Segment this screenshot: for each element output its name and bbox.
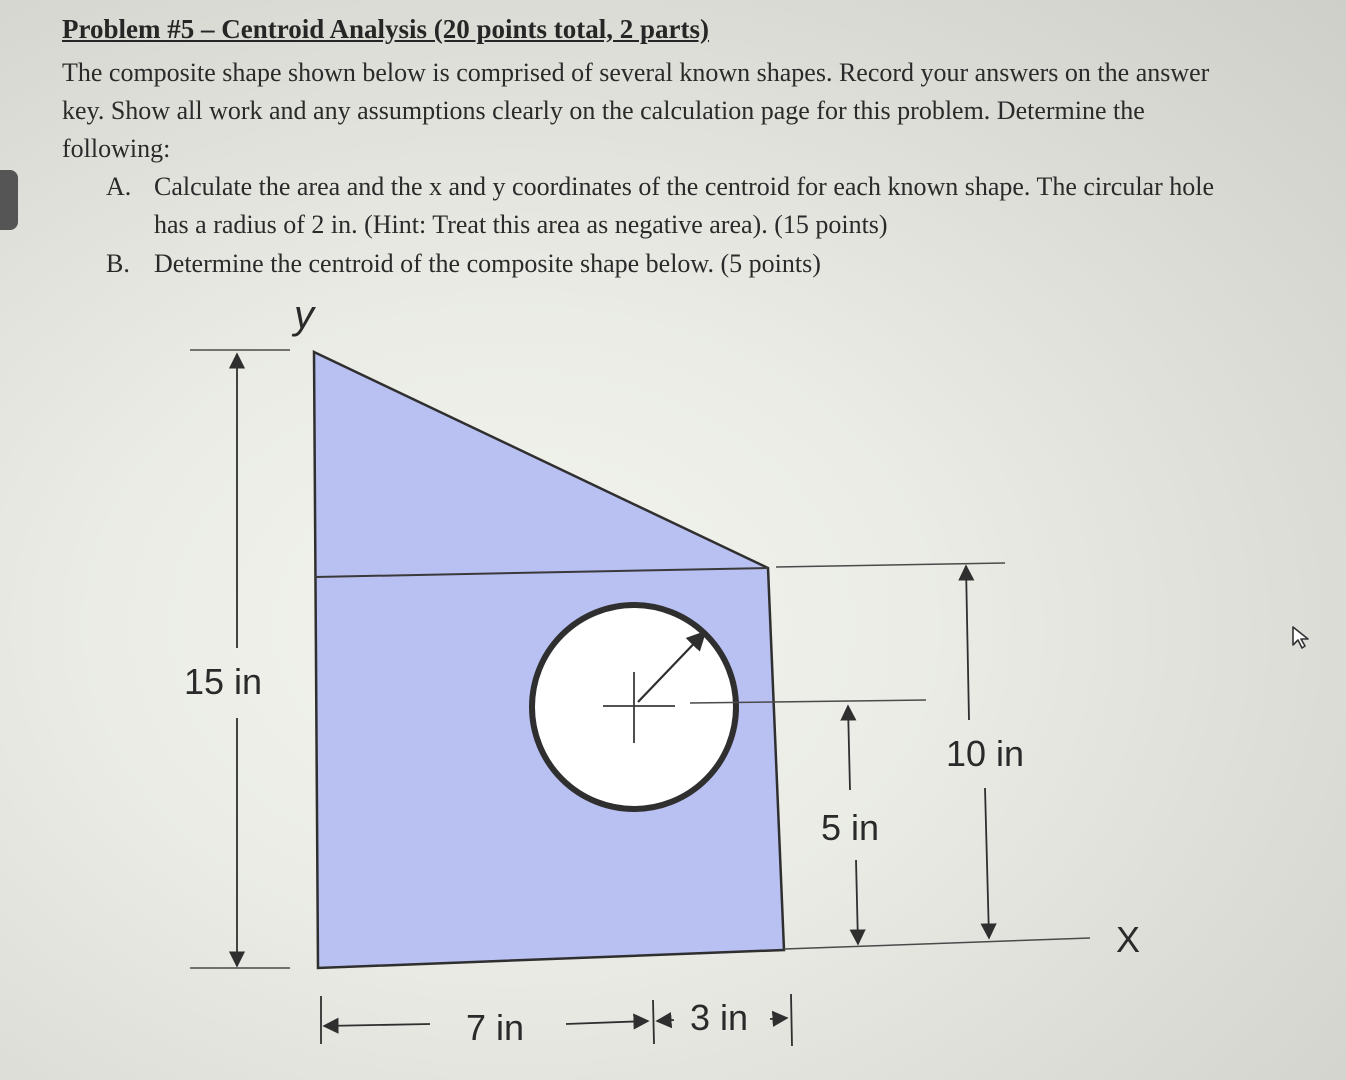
dim-3-right-arrow bbox=[770, 1018, 787, 1019]
dim-10-lower bbox=[985, 788, 989, 938]
y-axis-label: y bbox=[294, 293, 314, 337]
mouse-pointer-icon bbox=[1291, 625, 1313, 651]
dim-7-label: 7 in bbox=[466, 1007, 525, 1048]
dim-15-label: 15 in bbox=[184, 661, 263, 702]
dim-10-label: 10 in bbox=[946, 733, 1025, 774]
dim-3-label: 3 in bbox=[690, 997, 749, 1038]
dim-10-upper bbox=[966, 566, 969, 720]
x-axis-line bbox=[784, 938, 1090, 949]
dim-5-label: 5 in bbox=[821, 807, 880, 848]
dim-3-left-arrow bbox=[657, 1020, 674, 1021]
rect-top-extension-line bbox=[776, 563, 1005, 567]
dim-mid-tick bbox=[653, 1000, 654, 1044]
dim-5-upper bbox=[848, 706, 850, 790]
part-b-letter: B. bbox=[106, 249, 130, 278]
dim-7-left-arrow bbox=[324, 1024, 430, 1026]
part-a-letter: A. bbox=[106, 172, 132, 201]
dim-3-right-tick bbox=[791, 994, 792, 1046]
part-a-text: Calculate the area and the x and y coordinates of the centroid for each known shape. The circular hole has a radius of 2 in. (Hint: Treat this area as negative area). (15 points) bbox=[154, 172, 1215, 239]
dim-7-right-arrow bbox=[566, 1021, 648, 1024]
dim-5-lower bbox=[856, 860, 858, 944]
problem-title: Problem #5 – Centroid Analysis (20 points total, 2 parts) bbox=[62, 14, 710, 44]
x-axis-label: X bbox=[1116, 919, 1141, 960]
part-b-text: Determine the centroid of the composite shape below. (5 points) bbox=[154, 249, 821, 278]
problem-intro: The composite shape shown below is comprised of several known shapes. Record your answers on the answer key. Show all work and any assumptions clearly on the calculation page for this problem. Determine the following: bbox=[62, 58, 1210, 163]
